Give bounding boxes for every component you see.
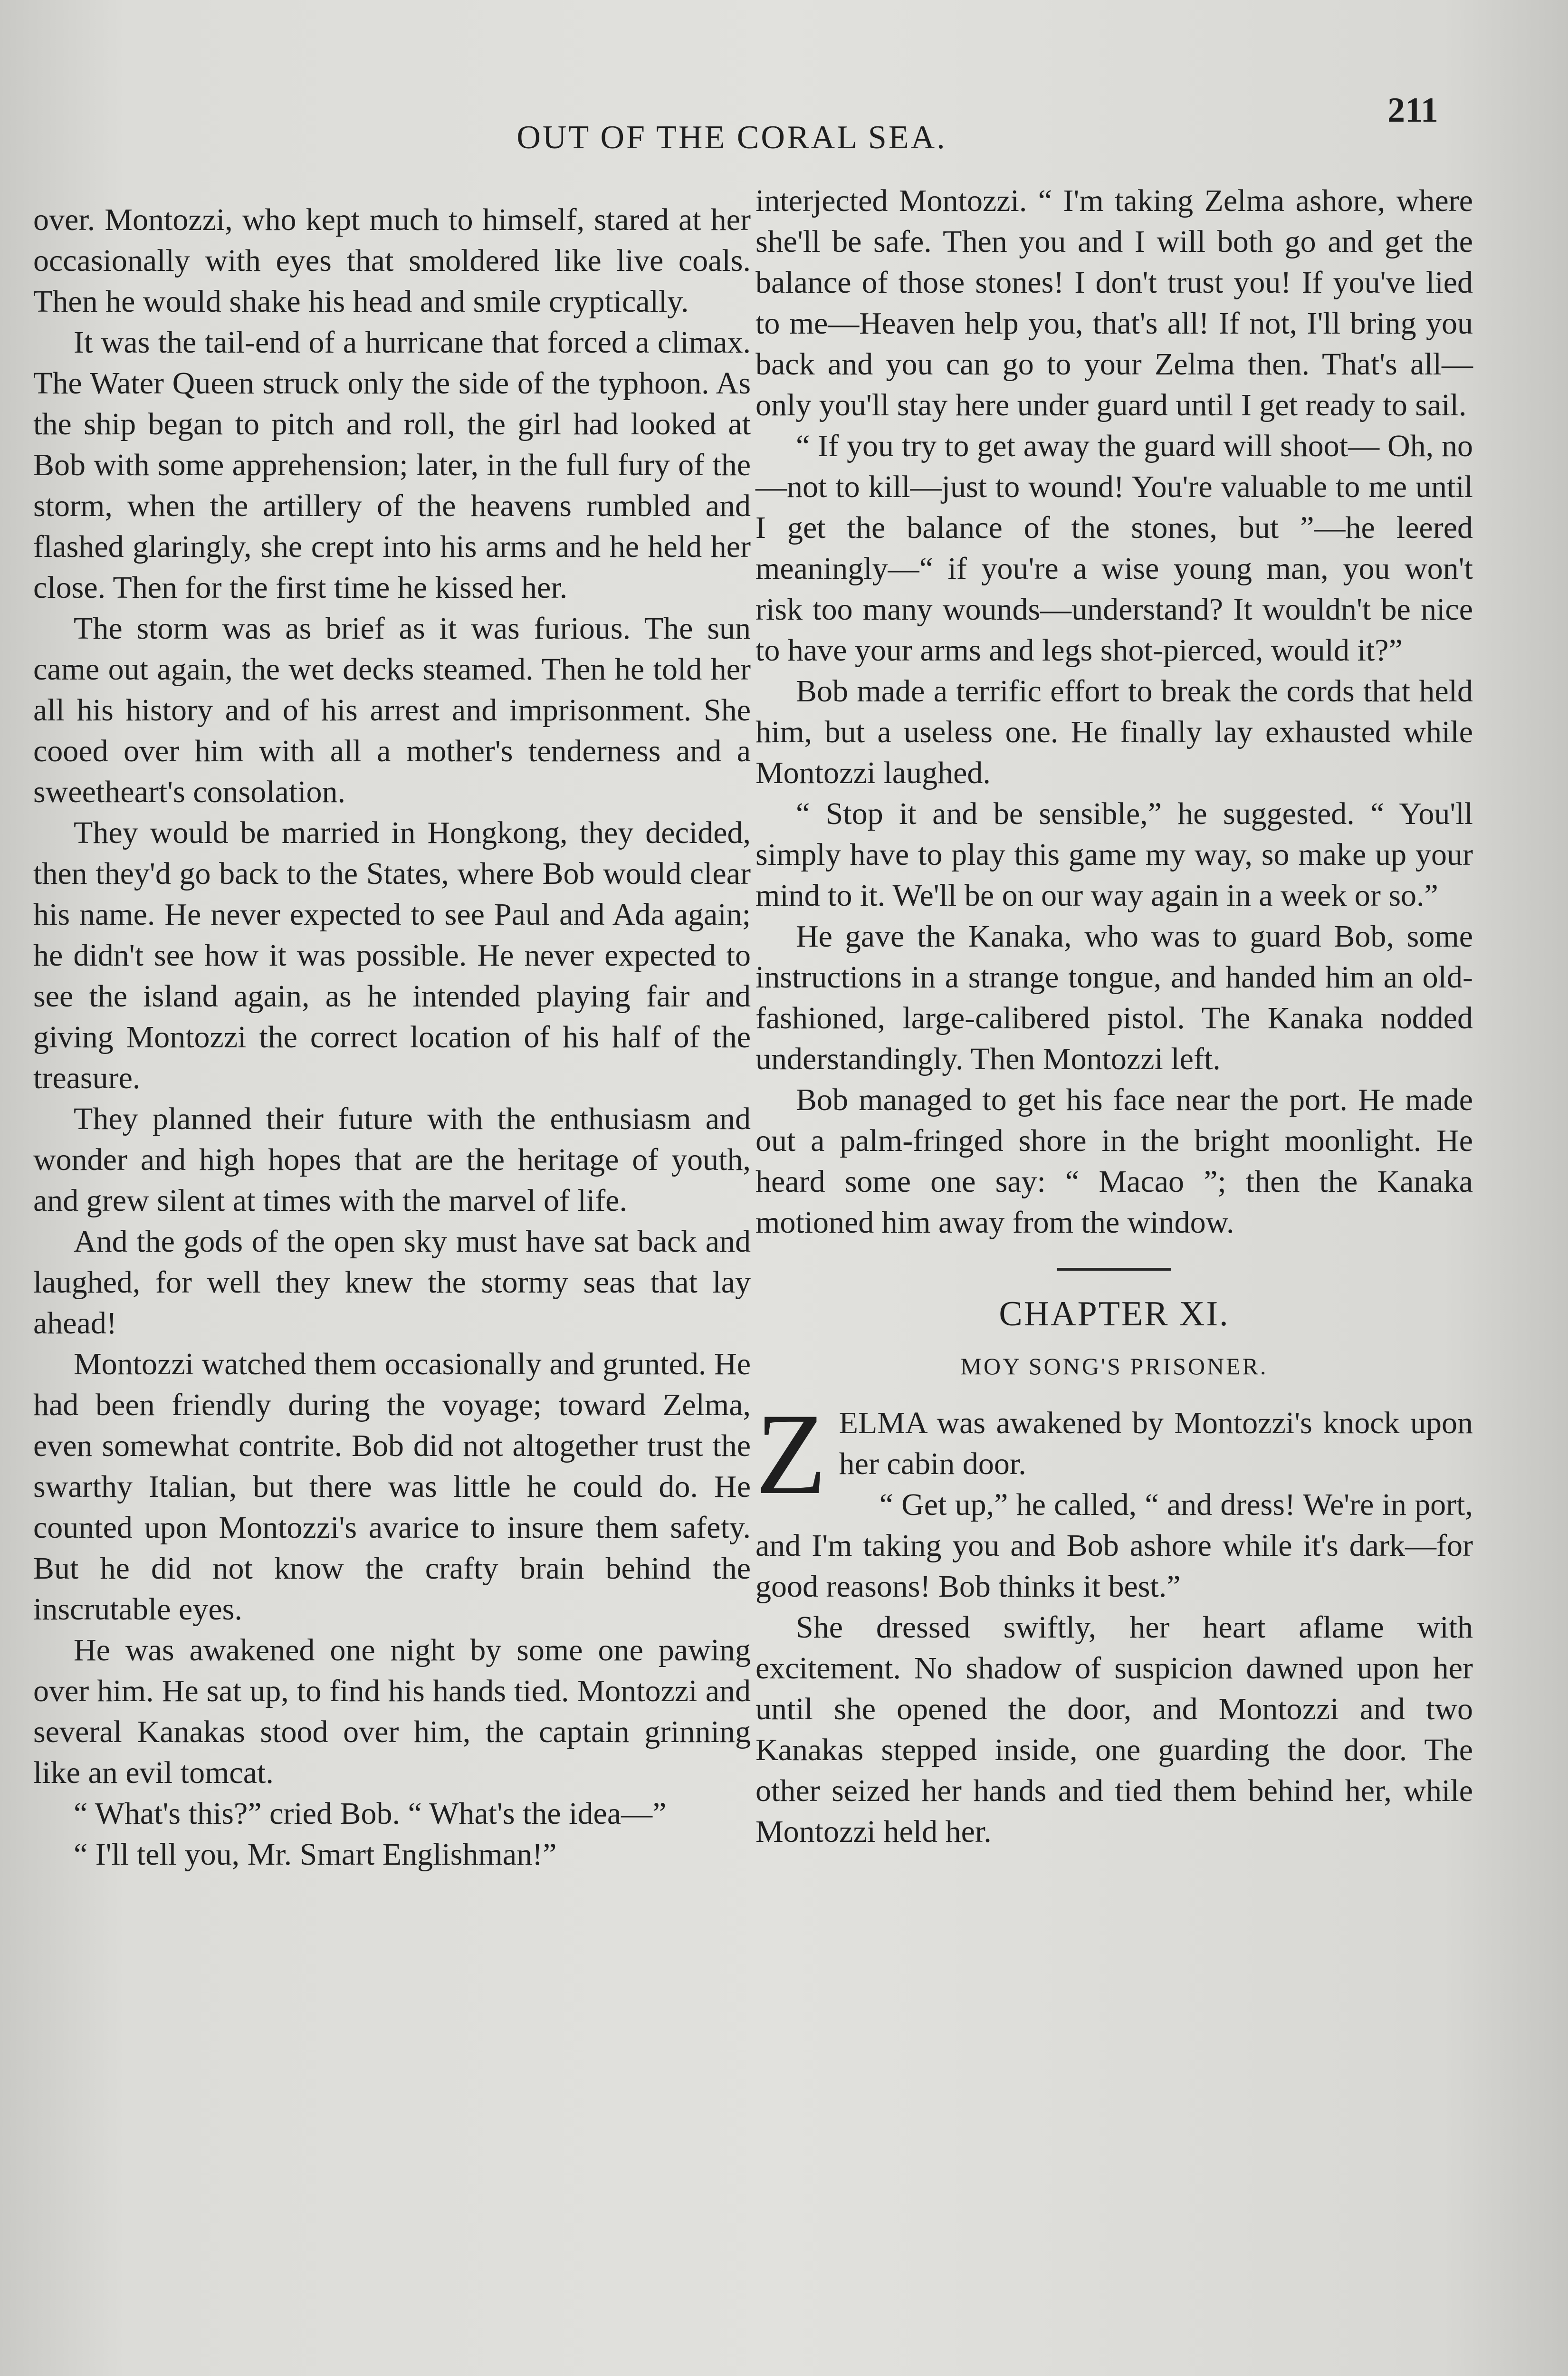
paragraph: interjected Montozzi. “ I'm taking Zelma ashore, where she'll be safe. Then you and I will both go and get the balance of those stones! I don't trust you! If you've lied to me—Heaven help you, that's all! If not, I'll bring you back and you can go to your Zelma then. That's all—only you'll stay here under guard until I get ready to sail.: [755, 183, 1473, 422]
paragraph: “ Stop it and be sensible,” he suggested. “ You'll simply have to play this game my way, so make up your mind to it. We'll be on our way again in a week or so.”: [755, 796, 1473, 913]
paragraph: “ I'll tell you, Mr. Smart Englishman!”: [74, 1837, 557, 1872]
paragraph: Bob managed to get his face near the port. He made out a palm-fringed shore in the bright moonlight. He heard some one say: “ Macao ”; then the Kanaka motioned him away from the window.: [755, 1083, 1473, 1240]
paragraph: He gave the Kanaka, who was to guard Bob, some instructions in a strange tongue, and handed him an old-fashioned, large-calibered pistol. The Kanaka nodded understandingly. Then Montozzi left.: [755, 919, 1473, 1076]
paragraph: He was awakened one night by some one pawing over him. He sat up, to find his hands tied. Montozzi and several Kanakas stood over him, the captain grinning like an evil tomcat.: [33, 1633, 751, 1790]
paragraph: “ What's this?” cried Bob. “ What's the idea—”: [74, 1796, 667, 1831]
section-divider: [1057, 1268, 1171, 1271]
paragraph: The storm was as brief as it was furious. The sun came out again, the wet decks steamed. Then he told her all his history and of his arrest and imprisonment. She cooed over him with all a mother's tenderness and a sweetheart's consolation.: [33, 611, 751, 809]
paragraph: Bob made a terrific effort to break the cords that held him, but a useless one. He finally lay exhausted while Montozzi laughed.: [755, 674, 1473, 790]
right-column: [755, 181, 1473, 1852]
paragraph: “ If you try to get away the guard will shoot— Oh, no—not to kill—just to wound! You're valuable to me until I get the balance of the stones, but ”—he leered meaningly—“ if you're a wise young man, you won't risk too many wounds—understand? It wouldn't be nice to have your arms and legs shot-pierced, would it?”: [755, 429, 1473, 668]
paragraph: They planned their future with the enthusiasm and wonder and high hopes that are the heritage of youth, and grew silent at times with the marvel of life.: [33, 1102, 751, 1218]
paragraph: It was the tail-end of a hurricane that forced a climax. The Water Queen struck only the side of the typhoon. As the ship began to pitch and roll, the girl had looked at Bob with some apprehension; later, in the full fury of the storm, when the artillery of the heavens rumbled and flashed glaringly, she crept into his arms and he held her close. Then for the first time he kissed her.: [33, 325, 751, 605]
page-number: 211: [1387, 91, 1438, 130]
running-head: OUT OF THE CORAL SEA.: [516, 119, 947, 156]
paragraph: She dressed swiftly, her heart aflame with excitement. No shadow of suspicion dawned upon her until she opened the door, and Montozzi and two Kanakas stepped inside, one guarding the door. The other seized her hands and tied them behind her, while Montozzi held her.: [755, 1610, 1473, 1849]
paragraph: “ Get up,” he called, “ and dress! We're in port, and I'm taking you and Bob ashore while it's dark—for good reasons! Bob thinks it best.”: [755, 1487, 1473, 1604]
paragraph: Montozzi watched them occasionally and grunted. He had been friendly during the voyage; toward Zelma, even somewhat contrite. Bob did not altogether trust the swarthy Italian, but there was little he could do. He counted upon Montozzi's avarice to insure them safety. But he did not know the crafty brain behind the inscrutable eyes.: [33, 1347, 751, 1627]
paragraph: over. Montozzi, who kept much to himself, stared at her occasionally with eyes that smoldered like live coals. Then he would shake his head and smile cryptically.: [33, 202, 751, 319]
paragraph: And the gods of the open sky must have sat back and laughed, for well they knew the stormy seas that lay ahead!: [33, 1224, 751, 1341]
paragraph: They would be married in Hongkong, they decided, then they'd go back to the States, where Bob would clear his name. He never expected to see Paul and Ada again; he didn't see how it was possible. He never expected to see the island again, as he intended playing fair and giving Montozzi the correct location of his half of the treasure.: [33, 815, 751, 1095]
opening-text: ELMA was awakened by Montozzi's knock upon her cabin door.: [839, 1406, 1473, 1481]
left-column: [33, 200, 751, 1875]
chapter-subtitle: MOY SONG'S PRISONER.: [960, 1353, 1268, 1380]
chapter-opening-paragraph: [755, 1389, 1473, 1518]
drop-cap: Z: [755, 1389, 827, 1518]
chapter-heading: CHAPTER XI.: [999, 1294, 1230, 1333]
